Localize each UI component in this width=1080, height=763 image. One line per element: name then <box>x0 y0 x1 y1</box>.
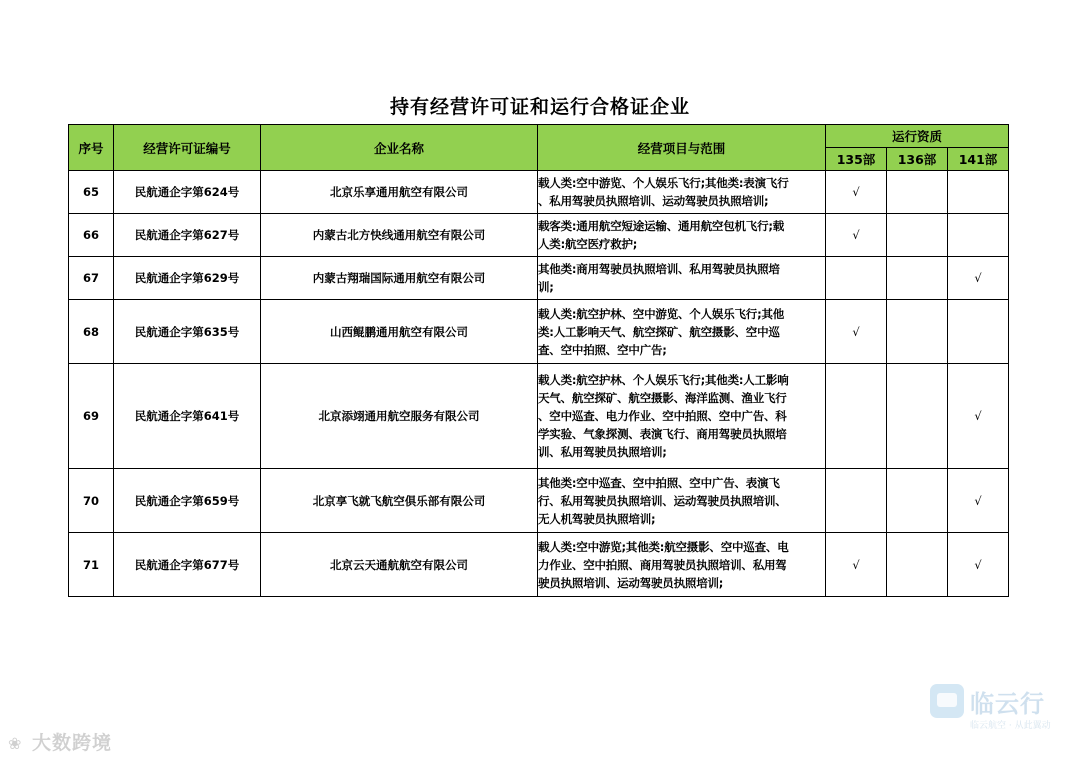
row-q135: √ <box>826 300 887 364</box>
scope-line: 驶员执照培训、运动驾驶员执照培训; <box>538 575 724 590</box>
scope-line: 训、私用驾驶员执照培训; <box>538 445 667 459</box>
scope-line: 类:人工影响天气、航空探矿、航空摄影、空中巡 <box>538 324 780 339</box>
header-q135: 135部 <box>826 148 887 171</box>
company-table <box>68 124 1009 597</box>
row-q135: √ <box>826 171 887 214</box>
row-license: 民航通企字第641号 <box>114 364 261 469</box>
row-company: 北京添翊通用航空服务有限公司 <box>261 364 538 469</box>
row-q141: √ <box>948 364 1009 469</box>
header-q141: 141部 <box>948 148 1009 171</box>
watermark-left <box>8 728 112 755</box>
table-row <box>69 214 1009 257</box>
row-scope <box>538 171 826 214</box>
row-license: 民航通企字第629号 <box>114 257 261 300</box>
scope-line: 力作业、空中拍照、商用驾驶员执照培训、私用驾 <box>538 557 787 572</box>
row-q136 <box>887 257 948 300</box>
row-q141 <box>948 214 1009 257</box>
scope-line: 训; <box>538 280 554 294</box>
scope-line: 载人类:空中游览、个人娱乐飞行;其他类:表演飞行 <box>538 176 789 190</box>
table-row <box>69 533 1009 597</box>
row-company: 内蒙古北方快线通用航空有限公司 <box>261 214 538 257</box>
row-company: 北京享飞就飞航空俱乐部有限公司 <box>261 469 538 533</box>
row-license: 民航通企字第627号 <box>114 214 261 257</box>
row-q136 <box>887 300 948 364</box>
row-q136 <box>887 364 948 469</box>
row-scope <box>538 300 826 364</box>
row-no: 65 <box>69 171 114 214</box>
watermark-slogan: 临云航空 · 从此翼动 <box>970 721 1051 731</box>
row-no: 67 <box>69 257 114 300</box>
watermark-left-text: 大数跨境 <box>32 732 113 754</box>
row-q135 <box>826 469 887 533</box>
row-scope <box>538 257 826 300</box>
table-row <box>69 364 1009 469</box>
header-q136: 136部 <box>887 148 948 171</box>
scope-line: 人类:航空医疗救护; <box>538 237 638 251</box>
row-license: 民航通企字第635号 <box>114 300 261 364</box>
scope-line: 、空中巡查、电力作业、空中拍照、空中广告、科 <box>538 409 787 423</box>
header-license: 经营许可证编号 <box>114 125 261 171</box>
row-q141 <box>948 300 1009 364</box>
weibo-icon: ❀ <box>8 734 23 753</box>
row-q136 <box>887 469 948 533</box>
row-no: 68 <box>69 300 114 364</box>
scope-line: 学实验、气象探测、表演飞行、商用驾驶员执照培 <box>538 427 787 441</box>
row-company: 内蒙古翔瑞国际通用航空有限公司 <box>261 257 538 300</box>
header-scope: 经营项目与范围 <box>538 125 826 171</box>
table-row <box>69 469 1009 533</box>
row-license: 民航通企字第677号 <box>114 533 261 597</box>
row-no: 71 <box>69 533 114 597</box>
row-q141: √ <box>948 257 1009 300</box>
table-row <box>69 257 1009 300</box>
row-q135: √ <box>826 214 887 257</box>
row-q141: √ <box>948 469 1009 533</box>
scope-line: 载人类:空中游览;其他类:航空摄影、空中巡查、电 <box>538 539 789 554</box>
row-q136 <box>887 171 948 214</box>
row-scope <box>538 214 826 257</box>
row-no: 66 <box>69 214 114 257</box>
scope-line: 载客类:通用航空短途运输、通用航空包机飞行;载 <box>538 219 785 233</box>
header-company: 企业名称 <box>261 125 538 171</box>
row-q135: √ <box>826 533 887 597</box>
header-no: 序号 <box>69 125 114 171</box>
row-company: 北京云天通航航空有限公司 <box>261 533 538 597</box>
scope-line: 其他类:空中巡查、空中拍照、空中广告、表演飞 <box>538 475 780 490</box>
row-scope <box>538 469 826 533</box>
scope-line: 天气、航空探矿、航空摄影、海洋监测、渔业飞行 <box>538 391 787 405</box>
row-q141: √ <box>948 533 1009 597</box>
scope-line: 、私用驾驶员执照培训、运动驾驶员执照培训; <box>538 194 769 208</box>
plane-logo-icon <box>930 684 964 718</box>
scope-line: 无人机驾驶员执照培训; <box>538 511 656 526</box>
row-company: 北京乐享通用航空有限公司 <box>261 171 538 214</box>
table-row <box>69 171 1009 214</box>
scope-line: 查、空中拍照、空中广告; <box>538 342 667 357</box>
row-scope <box>538 364 826 469</box>
row-q136 <box>887 214 948 257</box>
row-q136 <box>887 533 948 597</box>
scope-line: 载人类:航空护林、空中游览、个人娱乐飞行;其他 <box>538 306 785 321</box>
table-row <box>69 300 1009 364</box>
row-no: 69 <box>69 364 114 469</box>
row-q135 <box>826 257 887 300</box>
scope-line: 行、私用驾驶员执照培训、运动驾驶员执照培训、 <box>538 493 787 508</box>
watermark-right <box>930 682 1070 732</box>
scope-line: 其他类:商用驾驶员执照培训、私用驾驶员执照培 <box>538 262 780 276</box>
header-qualification: 运行资质 <box>826 125 1009 148</box>
row-q135 <box>826 364 887 469</box>
page-title: 持有经营许可证和运行合格证企业 <box>389 96 690 118</box>
row-license: 民航通企字第624号 <box>114 171 261 214</box>
scope-line: 载人类:航空护林、个人娱乐飞行;其他类:人工影响 <box>538 373 789 387</box>
row-company: 山西鲲鹏通用航空有限公司 <box>261 300 538 364</box>
row-q141 <box>948 171 1009 214</box>
row-no: 70 <box>69 469 114 533</box>
row-license: 民航通企字第659号 <box>114 469 261 533</box>
watermark-brand: 临云行 <box>970 690 1045 718</box>
row-scope <box>538 533 826 597</box>
